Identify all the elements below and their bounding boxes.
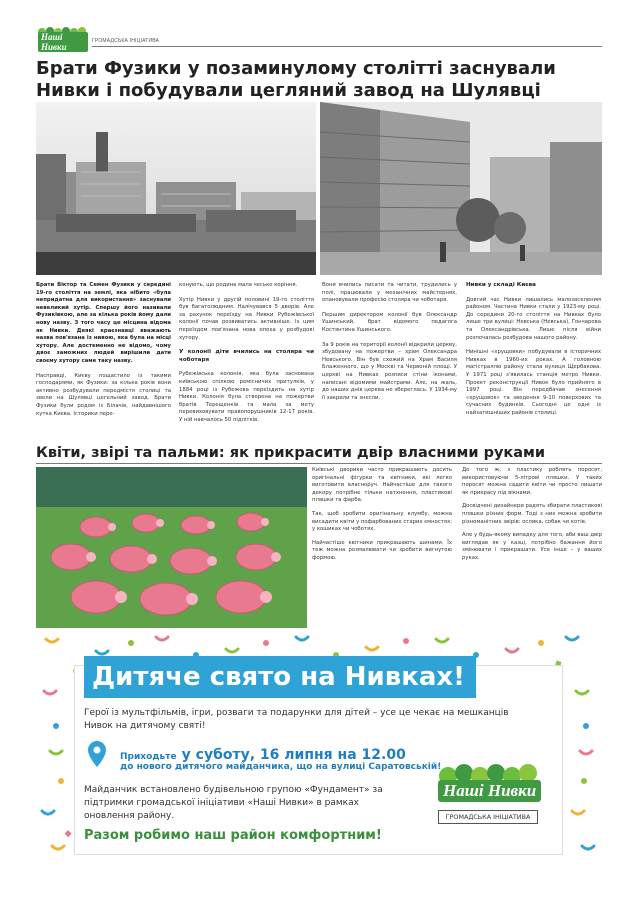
- paragraph: Рубежівська колонія, яка була заснована київською спілкою ремісничих притулків, у 1884 році із Рубежова переїздить на хутір Нивки. Колонія була створена на пожертви братів Терещенків та мала за мету перевиховувати правопорушників 12-17 років. У ній навчалось 50 підлітків.: [179, 371, 314, 423]
- paragraph: Довгий час Нивки лишались малозаселеним районом. Частина Нивки стали у 1923-му році. До середини 20-го століття на Нивках було лише три вулиці: Невська (Невська), Гончарова та Олександрівська. Лише після війни розпочалась розбудова нашого району.: [466, 296, 601, 341]
- paragraph: Вони вчились писати та читати, трудились у полі, працювали у механічних майстернях, опановували професію столяра чи чоботаря.: [322, 282, 457, 304]
- logo-text: Наші Нивки: [438, 780, 541, 802]
- article2-column-1: [312, 467, 452, 569]
- article-column-4: [466, 282, 601, 425]
- initiative-logo: [36, 27, 88, 52]
- initiative-logo-large: [434, 764, 540, 830]
- event-date: у суботу, 16 липня на 12.00: [181, 747, 406, 763]
- logo-text: Наші Нивки: [38, 32, 88, 52]
- bottle-pigs-photo: [36, 467, 307, 628]
- paragraph: Найчастіше квітники прикрашають шинами. Їх теж можна розмалювати чи зробити вигнутою формою.: [312, 539, 452, 561]
- article-column-3: [322, 282, 457, 409]
- logo-subtitle: ГРОМАДСЬКА ІНІЦІАТИВА: [438, 810, 538, 824]
- article2-headline: Квіти, звірі та пальми: як прикрасити двір власними руками: [36, 445, 546, 461]
- paragraph: До того ж, з пластику роблять поросят, використовуючи 5-літрові пляшки. У таких поросят можна садити квіти чи просто лишати як прикрасу під вікнами.: [462, 467, 602, 496]
- article-column-1: [36, 282, 171, 425]
- paragraph: Нинішні «хрущовки» побудували в історичних Нивках в 1960-их роках. А головною магістраллю району стала вулиця Щербакова. У 1971 році з'явилась станція метро Нивки. Проект реконструкції Нивок було прийнято в 1997 році. Він передбачав знесення «хрущовок» та зведення 9-10 поверхових та сучасних будинків. Сьогодні це одні із найзатишніших районів столиці.: [466, 349, 601, 416]
- slogan: Разом робимо наш район комфортним!: [84, 828, 382, 843]
- section-divider: [36, 463, 602, 464]
- page-header: [36, 27, 602, 52]
- event-title: Дитяче свято на Нивках!: [92, 662, 466, 692]
- paragraph: Київські дворики часто прикрашають досить оригінальні фігурки та квітники, які легко виготовити власноруч. Найчастіше для такого декору потрібне тільки натхнення, пластикові пляшки та фарба.: [312, 467, 452, 504]
- event-location: до нового дитячого майданчика, що на вулиці Саратовській!: [120, 762, 442, 772]
- subheading: У колонії діти вчились на столяра чи чоботаря: [179, 349, 314, 363]
- paragraph: Хутір Нивки у другій половині 19-го століття був багатолюдним. Налічувався 5 дворів. Але за рахунок переїзду на Нивки Рубежівської колонії почав розвиватись активніше. Із цим переїздом пов'язана нова епоха у розбудові хутору.: [179, 296, 314, 341]
- event-datetime: [120, 744, 406, 763]
- lead-paragraph: Брати Віктор та Семен Фузики у середині 19-го століття на землі, яка нібито «була непридатна для використання» заснували невеликий хутір. Спершу його називали Фузиківкою, але за кілька років йому дали нову назву. З того часу це місцина відома як Нивки. Деякі краєзнавці вважають назва пов'язана із нивою, яка була на місці хутору. Але достеменно не відомо, чому двоє заможних людей вирішили дати своєму хутору саме таку назву.: [36, 282, 171, 364]
- event-advertisement: [36, 631, 602, 863]
- paragraph: Досвідчені дизайнери радять збирати пластикові пляшки різних форм. Тоді з них можна зробити різноманітних звірів: ослика, собак чи котів.: [462, 503, 602, 525]
- event-intro: Герої із мультфільмів, ігри, розваги та подарунки для дітей – усе це чекає на мешканців Нивок на дитячому святі!: [84, 708, 509, 731]
- article-column-2: [179, 282, 314, 432]
- paragraph: конують, що родина мала чеське коріння.: [179, 282, 298, 288]
- paragraph: Але у будь-якому випадку для того, аби ваш двір виглядав як у казці, потрібно бажання його змінювати і прикрашати. Усе інше – у ваших руках.: [462, 532, 602, 561]
- historic-photo-left: [36, 102, 316, 275]
- header-divider: [92, 46, 602, 47]
- event-invite: Приходьте: [120, 752, 177, 762]
- paragraph: Так, щоб зробити оригінальну клумбу, можна висадити квіти у пофарбованих старих ємностях: у кошиках чи чоботях.: [312, 510, 452, 533]
- paragraph: Першим директором колонії був Олександр Ушинський, брат відомого педагога Костянтина Ушинського.: [322, 311, 457, 333]
- event-banner: [84, 656, 476, 698]
- location-pin-icon: [88, 741, 106, 767]
- historic-photo-right: [320, 102, 602, 275]
- subheading: Нивки у складі Києва: [466, 282, 536, 288]
- article-headline: Брати Фузики у позаминулому столітті заснували Нивки і побудували цегляний завод на Шулявці: [36, 58, 556, 101]
- paragraph: За 9 років на території колонії відкрили церкву, збудовану на пожертви – храм Олександра Невського. Він був схожий на Храм Василя Блаженного, що у Москві та Червоній площі. У церкві на Нивках розписи стіни іконами, написані відомими майстрами. Але, на жаль, до наших днів церква не збереглась. У 1934-му її закрили та знесли.: [322, 341, 457, 401]
- sponsor-text: Майданчик встановлено будівельною групою «Фундамент» за підтримки громадської ініціативи «Наші Нивки» в рамках оновлення району.: [84, 785, 383, 821]
- header-tagline: ГРОМАДСЬКА ІНІЦІАТИВА: [92, 38, 160, 44]
- paragraph: Насправді, Києву пощастило із такими господарями, як Фузики: за кілька років вони активно розбудували передмістя столиці та звели на Шулявці цегельний завод. Брати Фузики були родом із Білачів, найдавнішого кутка Києва. Історики пере-: [36, 372, 171, 417]
- article2-column-2: [462, 467, 602, 569]
